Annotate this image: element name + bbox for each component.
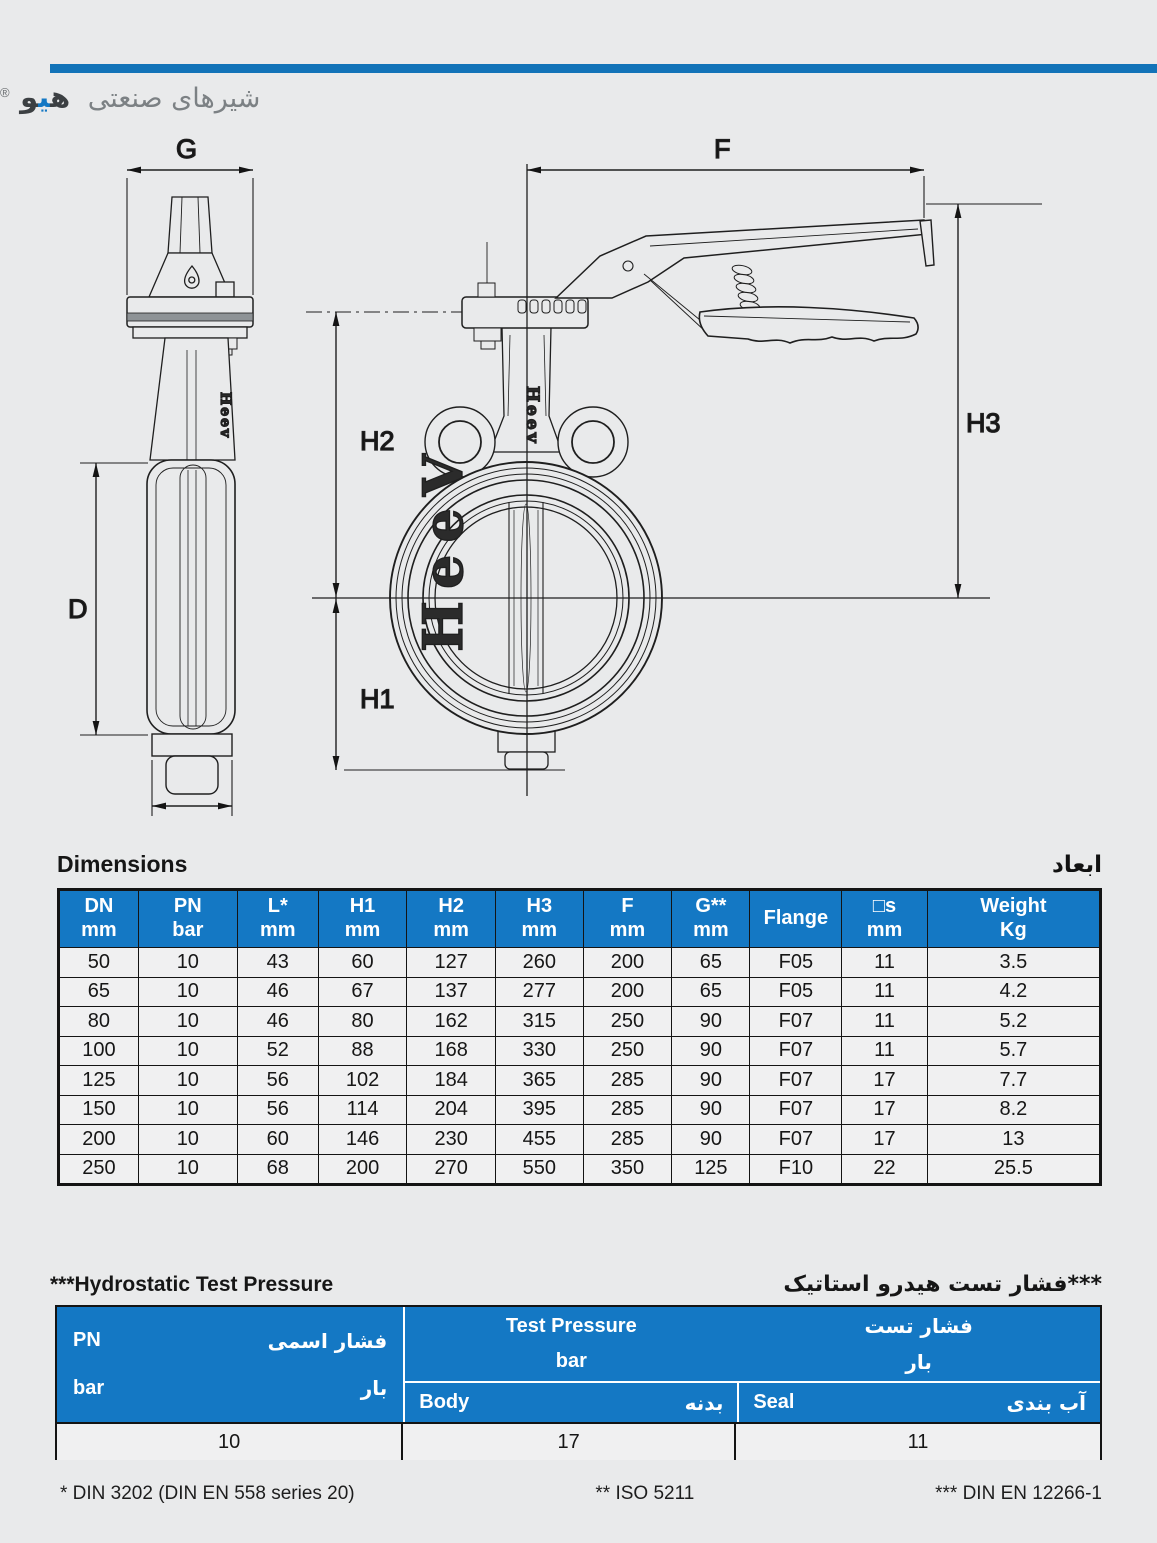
- dims-col-header: L* mm: [237, 890, 318, 948]
- dims-cell: 10: [138, 1095, 237, 1125]
- dims-cell: F05: [750, 977, 842, 1007]
- dims-row: [59, 948, 1101, 978]
- hydro-title-row: [50, 1272, 1102, 1297]
- brand-name: ه‍‍ی‍‍و: [20, 80, 71, 114]
- footnote-iso5211: ** ISO 5211: [595, 1483, 695, 1504]
- test-pressure-label-fa: فشار تست: [864, 1314, 973, 1338]
- dims-cell: 90: [672, 1095, 750, 1125]
- dims-col-header: □s mm: [842, 890, 928, 948]
- dims-cell: 8.2: [927, 1095, 1100, 1125]
- dims-cell: 230: [407, 1125, 496, 1155]
- dims-cell: 22: [842, 1154, 928, 1185]
- dims-col-header: Flange: [750, 890, 842, 948]
- dims-cell: 250: [59, 1154, 139, 1185]
- dims-col-header: F mm: [583, 890, 672, 948]
- test-pressure-header-cell: [405, 1307, 1100, 1381]
- dims-cell: 200: [59, 1125, 139, 1155]
- dims-cell: 10: [138, 1154, 237, 1185]
- dims-cell: 315: [496, 1007, 584, 1037]
- dims-cell: 50: [59, 948, 139, 978]
- dims-cell: 395: [496, 1095, 584, 1125]
- dims-cell: 4.2: [927, 977, 1100, 1007]
- dims-cell: 10: [138, 948, 237, 978]
- dims-cell: 90: [672, 1007, 750, 1037]
- dims-cell: 43: [237, 948, 318, 978]
- brand-prefix: شیرهای صنعتی: [87, 83, 261, 114]
- dims-cell: 10: [138, 1066, 237, 1096]
- dims-cell: F07: [750, 1095, 842, 1125]
- body-header-cell: [405, 1383, 737, 1422]
- dims-cell: 5.2: [927, 1007, 1100, 1037]
- dims-cell: 17: [842, 1095, 928, 1125]
- dims-cell: F07: [750, 1066, 842, 1096]
- dims-col-header: H2 mm: [407, 890, 496, 948]
- dims-cell: 11: [842, 948, 928, 978]
- handle-grip: [699, 307, 918, 343]
- flange-gasket-band: [127, 313, 253, 321]
- dims-cell: 102: [318, 1066, 407, 1096]
- dims-cell: 350: [583, 1154, 672, 1185]
- dims-cell: 100: [59, 1036, 139, 1066]
- dims-cell: 60: [318, 948, 407, 978]
- test-pressure-unit-fa: بار: [905, 1350, 932, 1374]
- body-label-fa: بدنه: [684, 1390, 724, 1415]
- dims-cell: 56: [237, 1095, 318, 1125]
- dims-cell: 184: [407, 1066, 496, 1096]
- dims-cell: 52: [237, 1036, 318, 1066]
- valve-side-view: [127, 197, 253, 794]
- dims-cell: 13: [927, 1125, 1100, 1155]
- dims-cell: 270: [407, 1154, 496, 1185]
- dim-label-h2: H2: [360, 426, 395, 456]
- seal-label: Seal: [753, 1391, 795, 1413]
- dims-row: [59, 1125, 1101, 1155]
- dims-cell: 114: [318, 1095, 407, 1125]
- dims-cell: F07: [750, 1007, 842, 1037]
- logo-neck-front: Heev: [522, 386, 542, 446]
- dims-col-header: G** mm: [672, 890, 750, 948]
- dims-cell: 88: [318, 1036, 407, 1066]
- dims-cell: 150: [59, 1095, 139, 1125]
- logo-body: HeeV: [411, 442, 475, 652]
- dims-cell: 550: [496, 1154, 584, 1185]
- dims-cell: 285: [583, 1095, 672, 1125]
- dims-cell: 277: [496, 977, 584, 1007]
- hydro-title-fa: ***فشار تست هیدرو استاتیک: [783, 1272, 1102, 1297]
- dims-row: [59, 1095, 1101, 1125]
- dims-cell: 285: [583, 1125, 672, 1155]
- dim-label-g: G: [176, 134, 198, 164]
- valve-technical-drawing: [0, 120, 1157, 880]
- pn-value: 10: [57, 1424, 403, 1460]
- valve-front-view: [390, 220, 934, 769]
- dims-cell: 10: [138, 1036, 237, 1066]
- dims-cell: 5.7: [927, 1036, 1100, 1066]
- dims-row: [59, 1066, 1101, 1096]
- dims-cell: F07: [750, 1036, 842, 1066]
- dims-cell: 7.7: [927, 1066, 1100, 1096]
- dims-cell: 250: [583, 1036, 672, 1066]
- registered-mark: ®: [0, 85, 10, 100]
- dims-cell: 125: [672, 1154, 750, 1185]
- dims-row: [59, 977, 1101, 1007]
- dim-label-d: D: [68, 594, 88, 624]
- header-rule: [50, 64, 1157, 73]
- test-pressure-label: Test Pressure: [505, 1315, 637, 1337]
- pn-label: PN: [73, 1329, 101, 1352]
- dims-cell: 260: [496, 948, 584, 978]
- dims-col-header: Weight Kg: [927, 890, 1100, 948]
- dims-cell: 11: [842, 1036, 928, 1066]
- dims-cell: 65: [672, 977, 750, 1007]
- pn-unit-fa: بار: [360, 1376, 388, 1401]
- dims-cell: 200: [318, 1154, 407, 1185]
- dims-cell: 200: [583, 948, 672, 978]
- dims-cell: 65: [59, 977, 139, 1007]
- logo-neck-side: Heev: [217, 392, 233, 440]
- dimensions-table: [57, 888, 1102, 1186]
- body-label: Body: [419, 1391, 470, 1413]
- dims-cell: 90: [672, 1066, 750, 1096]
- dims-cell: 285: [583, 1066, 672, 1096]
- dimensions-title-fa: ابعاد: [1052, 852, 1102, 878]
- dims-cell: 60: [237, 1125, 318, 1155]
- handle-spring: [731, 264, 760, 313]
- dims-row: [59, 1154, 1101, 1185]
- dims-cell: 25.5: [927, 1154, 1100, 1185]
- dims-col-header: H3 mm: [496, 890, 584, 948]
- dims-col-header: H1 mm: [318, 890, 407, 948]
- dims-cell: 250: [583, 1007, 672, 1037]
- test-pressure-unit: bar: [555, 1350, 587, 1372]
- dims-cell: 200: [583, 977, 672, 1007]
- dims-cell: 80: [318, 1007, 407, 1037]
- dims-cell: 65: [672, 948, 750, 978]
- dims-col-header: PN bar: [138, 890, 237, 948]
- dims-cell: 3.5: [927, 948, 1100, 978]
- hydro-title: ***Hydrostatic Test Pressure: [50, 1273, 334, 1296]
- dimensions-header-row: [59, 890, 1101, 948]
- dims-cell: 46: [237, 1007, 318, 1037]
- dims-cell: 365: [496, 1066, 584, 1096]
- dims-cell: 204: [407, 1095, 496, 1125]
- dims-cell: 10: [138, 1125, 237, 1155]
- dims-cell: 137: [407, 977, 496, 1007]
- dims-cell: 17: [842, 1066, 928, 1096]
- dims-cell: 17: [842, 1125, 928, 1155]
- dims-cell: 455: [496, 1125, 584, 1155]
- footnote-din12266: *** DIN EN 12266-1: [935, 1483, 1102, 1504]
- dims-row: [59, 1007, 1101, 1037]
- dims-cell: 56: [237, 1066, 318, 1096]
- dims-cell: 46: [237, 977, 318, 1007]
- dims-cell: 11: [842, 977, 928, 1007]
- brand-line: [0, 80, 1100, 114]
- dims-row: [59, 1036, 1101, 1066]
- dims-col-header: DN mm: [59, 890, 139, 948]
- dimensions-title-row: [57, 851, 1102, 878]
- dims-cell: 67: [318, 977, 407, 1007]
- dims-cell: F05: [750, 948, 842, 978]
- dims-cell: 68: [237, 1154, 318, 1185]
- seal-label-fa: آب بندی: [1006, 1390, 1086, 1415]
- dims-cell: 10: [138, 1007, 237, 1037]
- dim-label-h3: H3: [966, 408, 1001, 438]
- pn-unit: bar: [73, 1376, 105, 1399]
- seal-value: 11: [907, 1430, 929, 1453]
- dims-cell: 168: [407, 1036, 496, 1066]
- pn-label-fa: فشار اسمی: [267, 1328, 388, 1353]
- seal-header-cell: [739, 1383, 1100, 1422]
- dims-cell: 10: [138, 977, 237, 1007]
- test-pressure-table: [55, 1305, 1102, 1460]
- dims-cell: 90: [672, 1125, 750, 1155]
- dims-cell: 125: [59, 1066, 139, 1096]
- dims-cell: 11: [842, 1007, 928, 1037]
- dims-cell: 146: [318, 1125, 407, 1155]
- dims-cell: 162: [407, 1007, 496, 1037]
- body-value: 17: [403, 1424, 736, 1460]
- test-pressure-data-row: [57, 1422, 1100, 1460]
- dims-cell: 90: [672, 1036, 750, 1066]
- dims-cell: 330: [496, 1036, 584, 1066]
- dims-cell: 80: [59, 1007, 139, 1037]
- footnotes-row: [60, 1483, 1102, 1505]
- footnote-din3202: * DIN 3202 (DIN EN 558 series 20): [60, 1483, 355, 1504]
- dim-label-h1: H1: [360, 684, 395, 714]
- pn-header-cell: [57, 1307, 403, 1422]
- dim-label-f: F: [714, 134, 731, 164]
- dimensions-title: Dimensions: [57, 851, 188, 877]
- dims-cell: F07: [750, 1125, 842, 1155]
- dims-cell: F10: [750, 1154, 842, 1185]
- dims-cell: 127: [407, 948, 496, 978]
